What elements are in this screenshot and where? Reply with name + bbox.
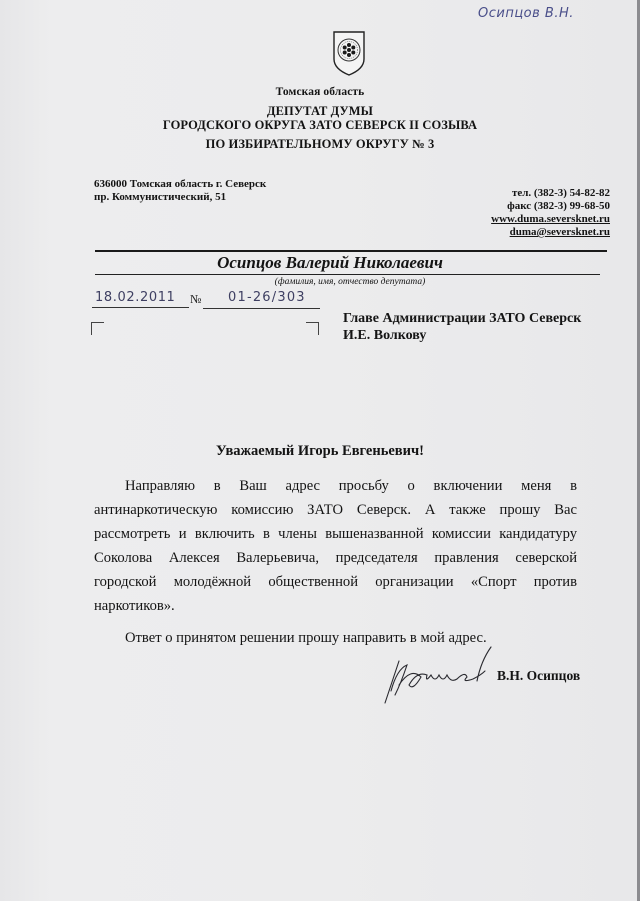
addressee-line2: И.Е. Волкову <box>343 328 427 343</box>
header-divider <box>95 250 607 252</box>
letterhead-title-line2: ГОРОДСКОГО ОКРУГА ЗАТО СЕВЕРСК II СОЗЫВА <box>162 118 478 132</box>
coat-of-arms-icon <box>331 29 367 77</box>
date-underline <box>92 307 189 308</box>
deputy-caption: (фамилия, имя, отчество депутата) <box>274 277 426 287</box>
letter-body <box>94 474 577 650</box>
address-corner-right <box>306 322 319 335</box>
name-underline <box>95 274 600 275</box>
handwritten-corner-note: Осипцов В.Н. <box>478 6 574 21</box>
address-line1: 636000 Томская область г. Северск <box>94 178 267 190</box>
address-line2: пр. Коммунистический, 51 <box>94 191 227 203</box>
phone-number: тел. (382-3) 54-82-82 <box>511 187 610 199</box>
region-label: Томская область <box>275 86 365 98</box>
addressee-line1: Главе Администрации ЗАТО Северск <box>343 311 582 326</box>
registration-number-sign: № <box>190 292 202 306</box>
website-link[interactable]: www.duma.seversknet.ru <box>491 213 610 225</box>
fax-number: факс (382-3) 99-68-50 <box>507 200 610 212</box>
salutation: Уважаемый Игорь Евгеньевич! <box>216 443 424 459</box>
address-corner-left <box>91 322 104 335</box>
handwritten-signature <box>383 645 498 705</box>
letterhead-title-line1: ДЕПУТАТ ДУМЫ <box>266 104 374 118</box>
body-paragraph: Направляю в Ваш адрес просьбу о включении меня в антинаркотическую комиссию ЗАТО Северск. А также прошу Вас рассмотреть и включить в члены вышеназванной комиссии кандидатуру Соколова Алексея Валерьевича, председателя правления северской городской молодёжной общественной организации «Спорт против наркотиков». <box>94 478 577 614</box>
deputy-name: Осипцов Валерий Николаевич <box>217 253 443 272</box>
registration-number: 01-26/303 <box>228 290 306 305</box>
signer-name: В.Н. Осипцов <box>497 668 581 683</box>
registration-date: 18.02.2011 <box>95 290 176 305</box>
body-paragraph: Ответ о принятом решении прошу направить в мой адрес. <box>125 630 487 646</box>
number-underline <box>203 308 320 309</box>
letterhead-title-line3: ПО ИЗБИРАТЕЛЬНОМУ ОКРУГУ № 3 <box>205 137 435 151</box>
email-link[interactable]: duma@seversknet.ru <box>509 226 610 238</box>
